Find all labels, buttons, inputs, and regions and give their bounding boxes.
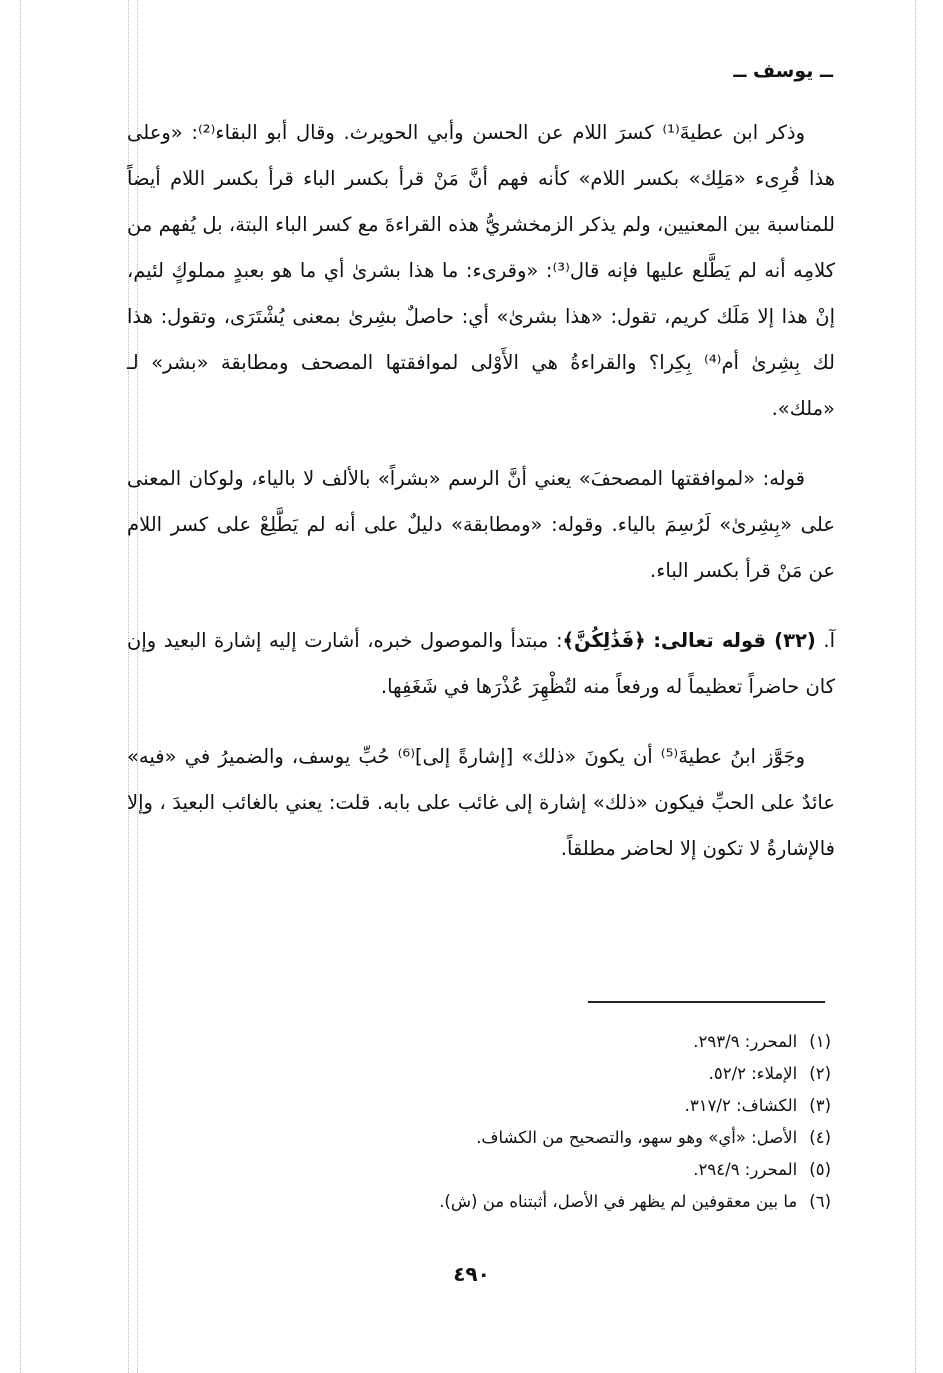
footnote-number: (٥) (809, 1160, 831, 1179)
footnote-number: (٤) (809, 1128, 831, 1147)
paragraph-3: وجَوَّز ابنُ عطيةَ⁽⁵⁾ أن يكونَ «ذلك» [إشارةً إلى]⁽⁶⁾ حُبِّ يوسف، والضميرُ في «فيه» عائدٌ على الحبِّ فيكون «ذلك» إشارة إلى غائب على بابه. قلت: يعني بالغائب البعيدَ ، وإلا فالإشارةُ لا تكون إلا لحاضر مطلقاً. (127, 745, 835, 860)
footnote-number: (٢) (809, 1064, 831, 1083)
footnote-text: الأصل: «أي» وهو سهو، والتصحيح من الكشاف. (476, 1128, 798, 1147)
footnote-item (191, 1090, 831, 1122)
running-head: ــ يوسف ــ (733, 60, 833, 82)
footnote-item (191, 1058, 831, 1090)
footnote-number: (١) (809, 1032, 831, 1051)
footnote-number: (٦) (809, 1192, 831, 1211)
footnote-item (191, 1122, 831, 1154)
footnote-text: الإملاء: ٥٢/٢. (708, 1064, 798, 1083)
paragraph-1: وذكر ابن عطيةَ⁽¹⁾ كسرَ اللام عن الحسن وأبي الحويرث. وقال أبو البقاء⁽²⁾: «وعلى هذا قُرِىء «مَلِك» بكسر اللام» كأنه فهم أنَّ مَنْ قرأ بكسر الباء قرأ بكسر اللام أيضاً للمناسبة بين المعنيين، ولم يذكر الزمخشريُّ هذه القراءةَ مع كسر الباء البتة، بل يُفهم من كلامِه أنه لم يَطَّلع عليها فإنه قال⁽³⁾: «وقرىء: ما هذا بشرىٰ أي ما هو بعبدٍ مملوكٍ لئيم، إنْ هذا إلا مَلَك كريم، تقول: «هذا بشرىٰ» أي: حاصلٌ بشِرىٰ بمعنى يُشْتَرَى، وتقول: هذا لك بِشِرىٰ أم⁽⁴⁾ بِكِرا؟ والقراءةُ هي الأَوْلى لموافقتها المصحف ومطابقة «بشر» لـ «ملك». (127, 121, 836, 420)
scan-margin-rule-right (915, 0, 916, 1373)
footnote-text: ما بين معقوفين لم يظهر في الأصل، أثبتناه من (ش). (439, 1192, 798, 1211)
scan-margin-rule-left (20, 0, 21, 1373)
ayah-prefix: آ. (823, 629, 836, 652)
footnote-text: المحرر: ٢٩٣/٩. (693, 1032, 798, 1051)
footnote-separator (588, 1001, 825, 1003)
ayah-paragraph (127, 618, 835, 710)
footnote-text: المحرر: ٢٩٤/٩. (693, 1160, 798, 1179)
footnote-item (191, 1154, 831, 1186)
ayah-commentary: : مبتدأ والموصول خبره، أشارت إليه إشارة البعيد وإن كان حاضراً تعظيماً له ورفعاً منه لتُظْهِرَ عُذْرَها في شَغَفِها. (127, 629, 835, 698)
paragraph-2: قوله: «لموافقتها المصحفَ» يعني أنَّ الرسم «بشراً» بالألف لا بالياء، ولوكان المعنى على «بِشِرىٰ» لَرُسِمَ بالياء. وقوله: «ومطابقة» دليلٌ على أنه لم يَطَّلِعْ على كسر اللام عن مَنْ قرأ بكسر الباء. (127, 467, 835, 582)
verse-heading: (٣٢) قوله تعالى: (653, 629, 816, 652)
page-number: ٤٩٠ (453, 1262, 490, 1286)
footnote-item (191, 1186, 831, 1218)
footnote-number: (٣) (809, 1096, 831, 1115)
footnote-text: الكشاف: ٣١٧/٢. (684, 1096, 798, 1115)
quran-quote: ﴿فَذَٰلِكُنَّ﴾ (562, 629, 646, 652)
main-text (127, 110, 835, 896)
footnote-item (191, 1026, 831, 1058)
footnotes (191, 1026, 831, 1218)
